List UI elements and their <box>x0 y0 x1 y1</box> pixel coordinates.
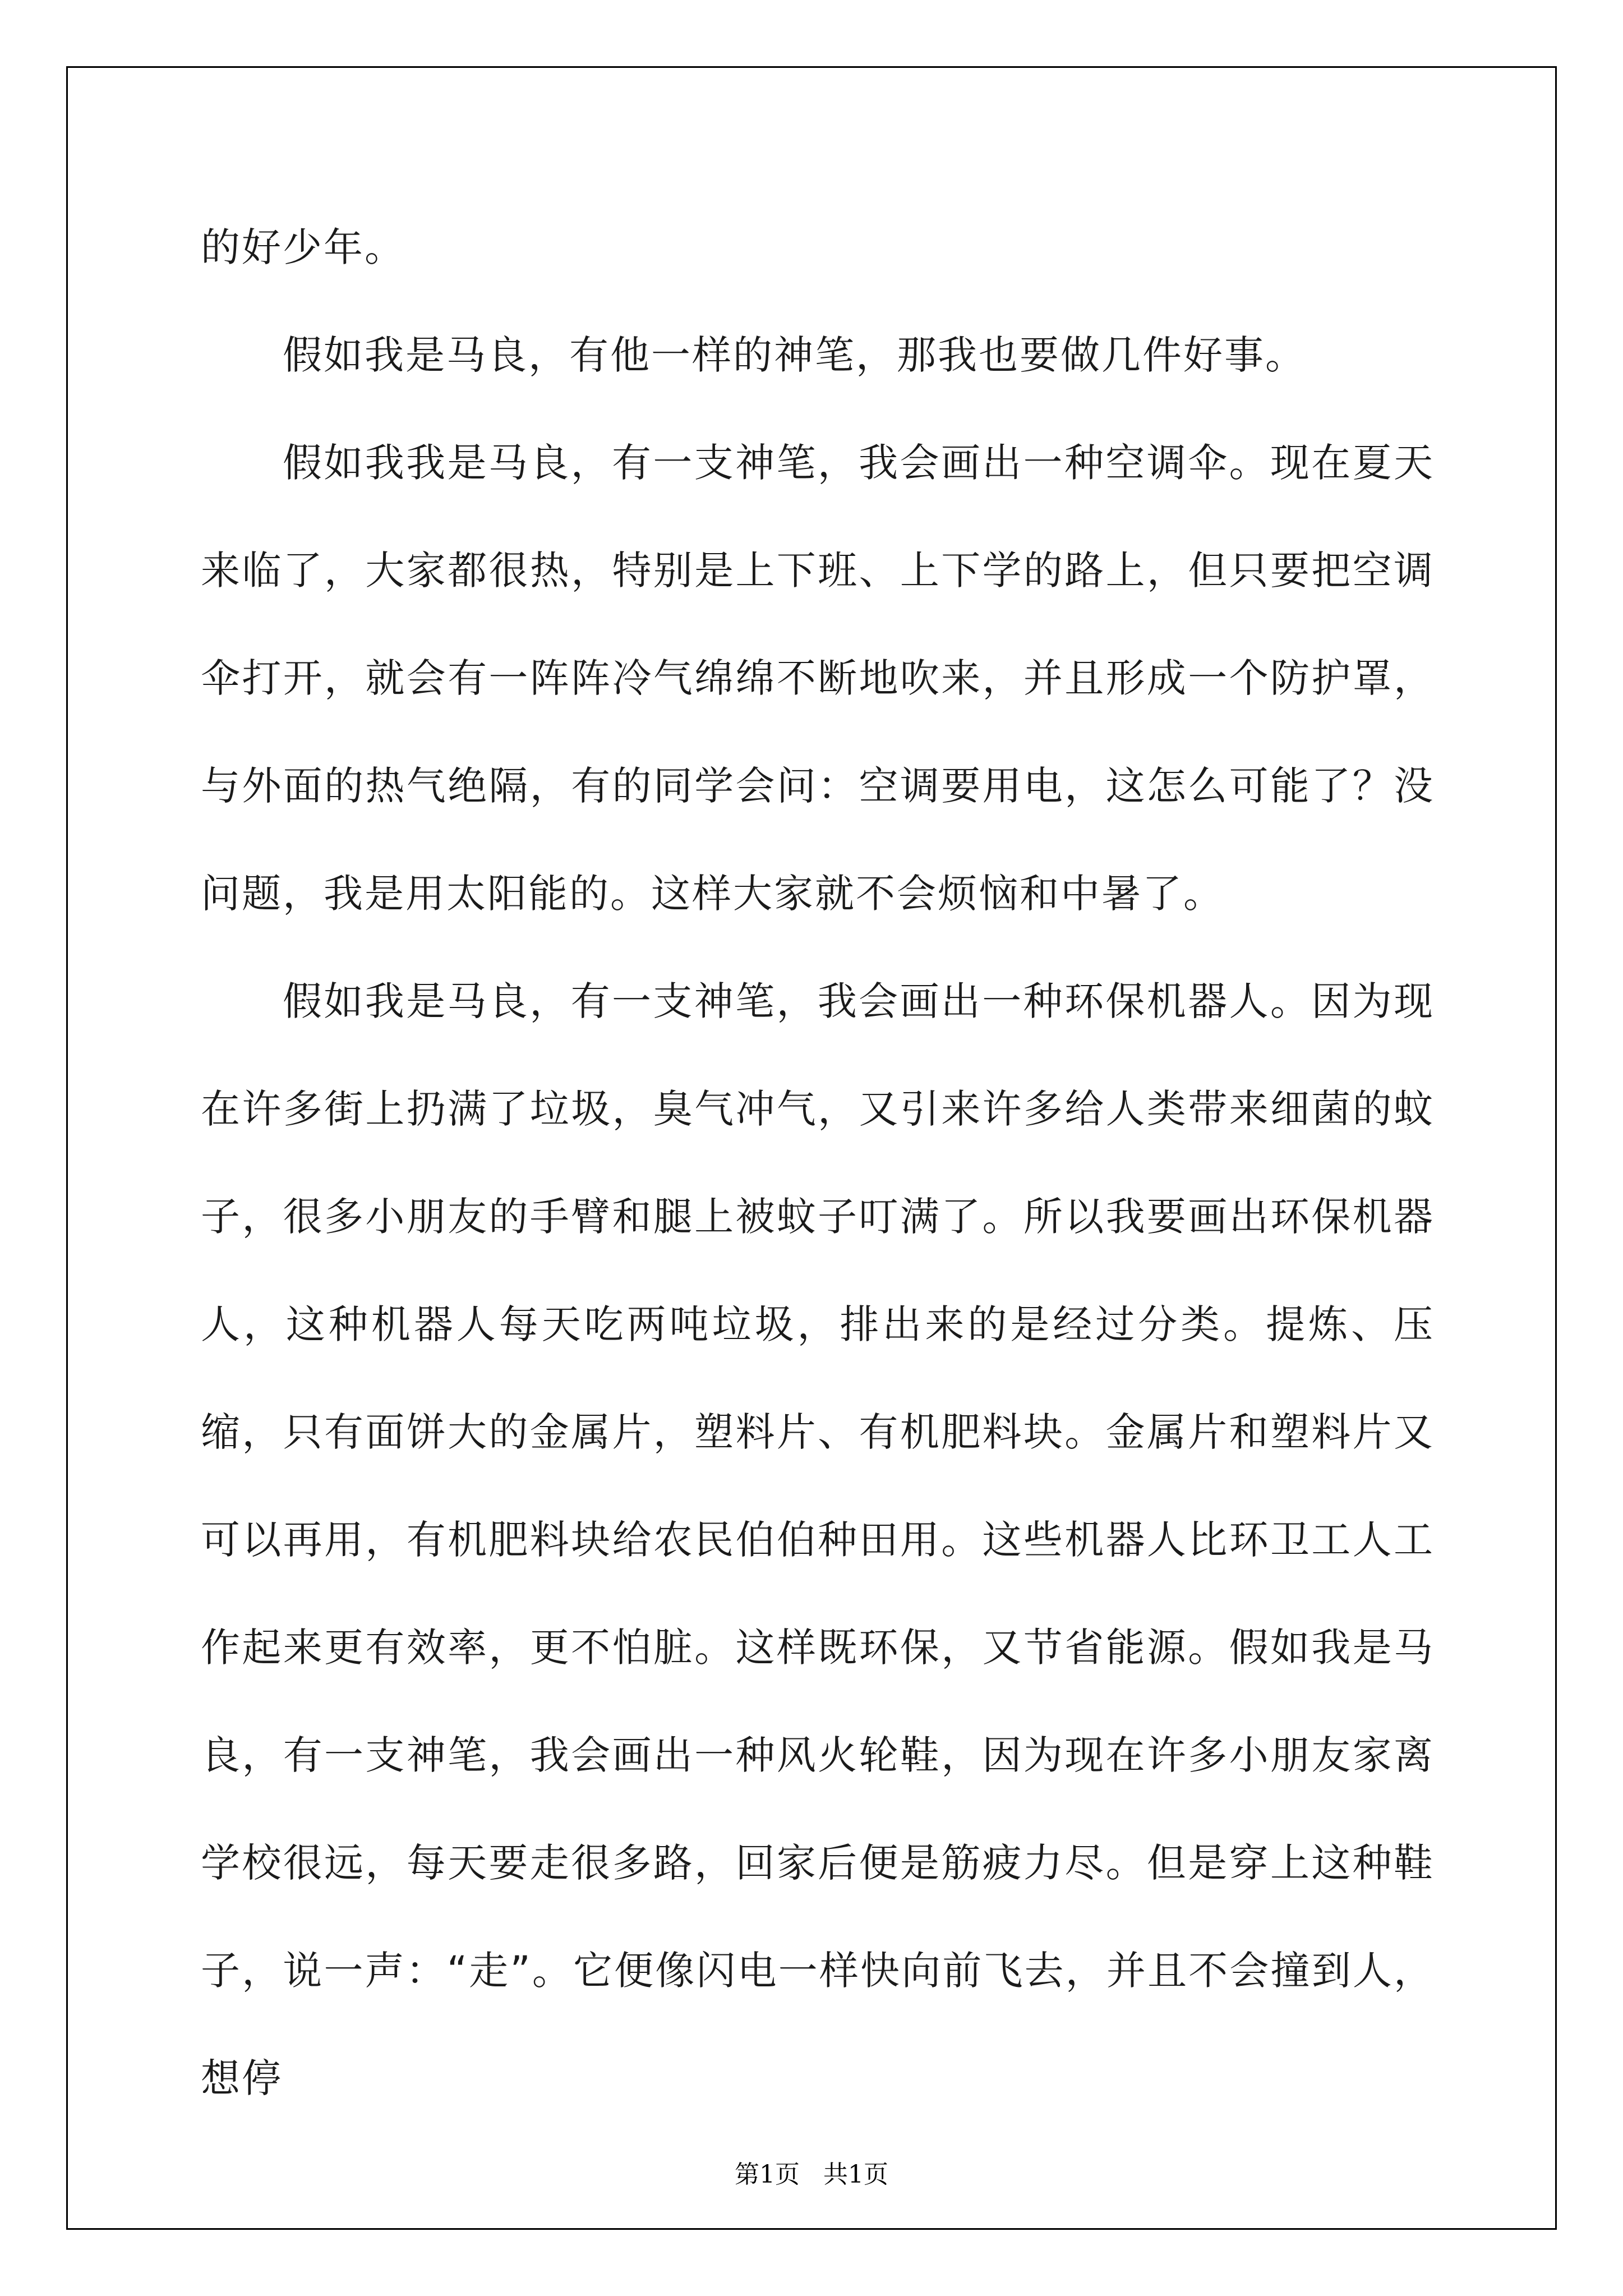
paragraph-2: 假如我是马良，有他一样的神笔，那我也要做几件好事。 <box>283 332 1306 378</box>
paragraph-1: 的好少年。 <box>201 224 405 270</box>
page-footer: 第1页 共1页 <box>735 2160 888 2189</box>
document-body <box>201 194 1435 2132</box>
paragraph-3: 假如我我是马良，有一支神笔，我会画出一种空调伞。现在夏天来临了，大家都很热，特别是上下班、上下学的路上，但只要把空调伞打开，就会有一阵阵冷气绵绵不断地吹来，并且形成一个防护罩，与外面的热气绝隔，有的同学会问：空调要用电，这怎么可能了？没问题，我是用太阳能的。这样大家就不会烦恼和中暑了。 <box>201 440 1435 917</box>
paragraph-4: 假如我是马良，有一支神笔，我会画出一种环保机器人。因为现在许多街上扔满了垃圾，臭气冲气，又引来许多给人类带来细菌的蚊子，很多小朋友的手臂和腿上被蚊子叮满了。所以我要画出环保机器人，这种机器人每天吃两吨垃圾，排出来的是经过分类。提炼、压缩，只有面饼大的金属片，塑料片、有机肥料块。金属片和塑料片又可以再用，有机肥料块给农民伯伯种田用。这些机器人比环卫工人工作起来更有效率，更不怕脏。这样既环保，又节省能源。假如我是马良，有一支神笔，我会画出一种风火轮鞋，因为现在许多小朋友家离学校很远，每天要走很多路，回家后便是筋疲力尽。但是穿上这种鞋子，说一声：“走”。它便像闪电一样快向前飞去，并且不会撞到人，想停 <box>201 978 1435 2101</box>
